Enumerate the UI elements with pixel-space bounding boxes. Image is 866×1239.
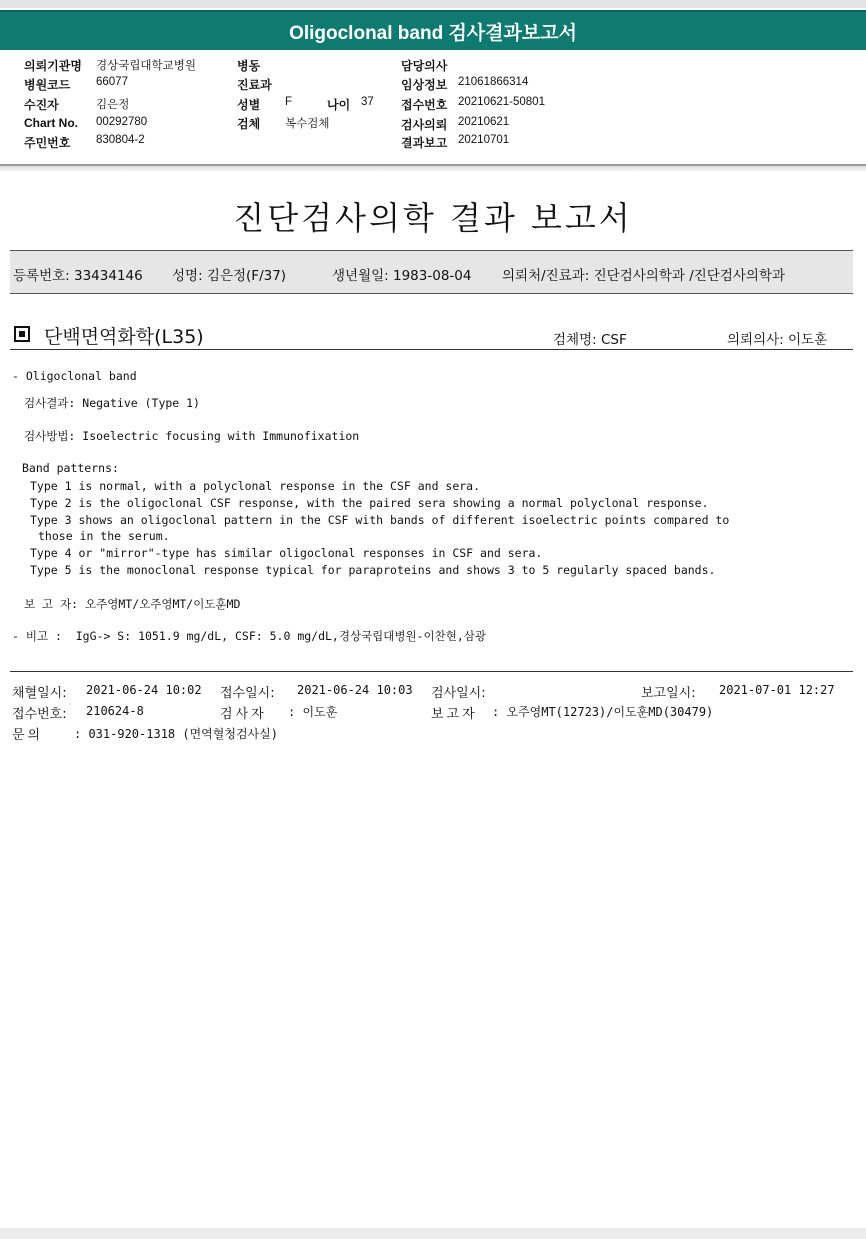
tester-label: 검사자 [220,707,267,722]
footer-divider [10,671,853,672]
section-header [10,322,853,350]
dept-label: 진료과 [237,78,272,92]
receipt-time-label: 접수일시: [220,686,275,701]
request-label: 검사의뢰 [401,118,448,132]
test-name: - Oligoclonal band [12,369,137,383]
id-label: 주민번호 [24,136,71,150]
hospital-code-value: 66077 [96,76,128,88]
chart-value: 00292780 [96,116,148,128]
chart-label: Chart No. [24,116,78,130]
receipt-time-value: 2021-06-24 10:03 [297,683,413,697]
tester-value: : 이도훈 [288,705,338,719]
inquiry-label: 문의 [12,728,44,743]
type3-text-cont: those in the serum. [38,529,170,543]
collect-label: 채혈일시: [12,686,67,701]
clinical-value: 21061866314 [458,76,529,88]
age-value: 37 [361,96,374,108]
registration-number: 등록번호: 33434146 [13,268,143,284]
report-time-value: 2021-07-01 12:27 [719,683,835,697]
section-title: 단백면역화학(L35) [44,326,204,348]
type5-text: Type 5 is the monoclonal response typical for paraproteins and shows 3 to 5 regularly spaced bands. [30,563,716,577]
specimen-label: 검체 [237,117,261,131]
patient-name: 성명: 김은정(F/37) [172,268,287,284]
sex-label: 성별 [237,98,261,112]
reporter-label: 보고자 [431,707,478,722]
hospital-value: 경상국립대학교병원 [96,60,196,72]
main-title: 진단검사의학 결과 보고서 [233,199,633,237]
report-header [0,10,866,50]
section-specimen: 검체명: CSF [553,332,627,348]
report-time-label: 보고일시: [641,686,696,701]
top-strip [0,0,866,8]
clinical-label: 임상정보 [401,78,448,92]
note-text: - 비고 : IgG-> S: 1051.9 mg/dL, CSF: 5.0 mg/dL,경상국립대병원-이찬현,삼광 [12,629,487,643]
patient-value: 김은정 [96,99,130,111]
inquiry-value: : 031-920-1318 (면역혈청검사실) [74,727,278,741]
bottom-strip [0,1228,866,1239]
hospital-code-label: 병원코드 [24,78,71,92]
collect-value: 2021-06-24 10:02 [86,683,202,697]
square-bullet-icon [14,326,30,342]
receipt-value: 20210621-50801 [458,96,545,108]
patient-label: 수진자 [24,98,59,112]
id-value: 830804-2 [96,134,145,146]
reporter-text: 보 고 자: 오주영MT/오주영MT/이도훈MD [24,597,241,611]
age-label: 나이 [327,98,351,112]
band-patterns-title: Band patterns: [22,461,119,475]
header-title: Oligoclonal band 검사결과보고서 [289,23,577,44]
type1-text: Type 1 is normal, with a polyclonal response in the CSF and sera. [30,479,481,493]
test-time-label: 검사일시: [431,686,486,701]
receipt-no-value: 210624-8 [86,704,144,718]
test-result: 검사결과: Negative (Type 1) [24,396,200,410]
referring-dept: 의뢰처/진료과: 진단검사의학과 /진단검사의학과 [502,268,786,284]
test-method: 검사방법: Isoelectric focusing with Immunofixation [24,429,360,443]
receipt-label: 접수번호 [401,98,448,112]
divider-shadow [0,166,866,172]
patient-bar [10,250,853,294]
reporter-value: : 오주영MT(12723)/이도훈MD(30479) [492,705,714,719]
section-doctor: 의뢰의사: 이도훈 [727,332,828,348]
receipt-no-label: 접수번호: [12,707,67,722]
report-label: 결과보고 [401,136,448,150]
doctor-label: 담당의사 [401,59,448,73]
sex-value: F [285,96,293,108]
type4-text: Type 4 or "mirror"-type has similar oligoclonal responses in CSF and sera. [30,546,543,560]
report-value: 20210701 [458,134,510,146]
type2-text: Type 2 is the oligoclonal CSF response, with the paired sera showing a normal polyclonal response. [30,496,709,510]
request-value: 20210621 [458,116,510,128]
birth-date: 생년월일: 1983-08-04 [332,268,472,284]
ward-label: 병동 [237,59,261,73]
type3-text: Type 3 shows an oligoclonal pattern in the CSF with bands of different isoelectric points compared to [30,513,730,527]
hospital-label: 의뢰기관명 [24,59,82,73]
specimen-value: 복수검체 [285,118,330,130]
